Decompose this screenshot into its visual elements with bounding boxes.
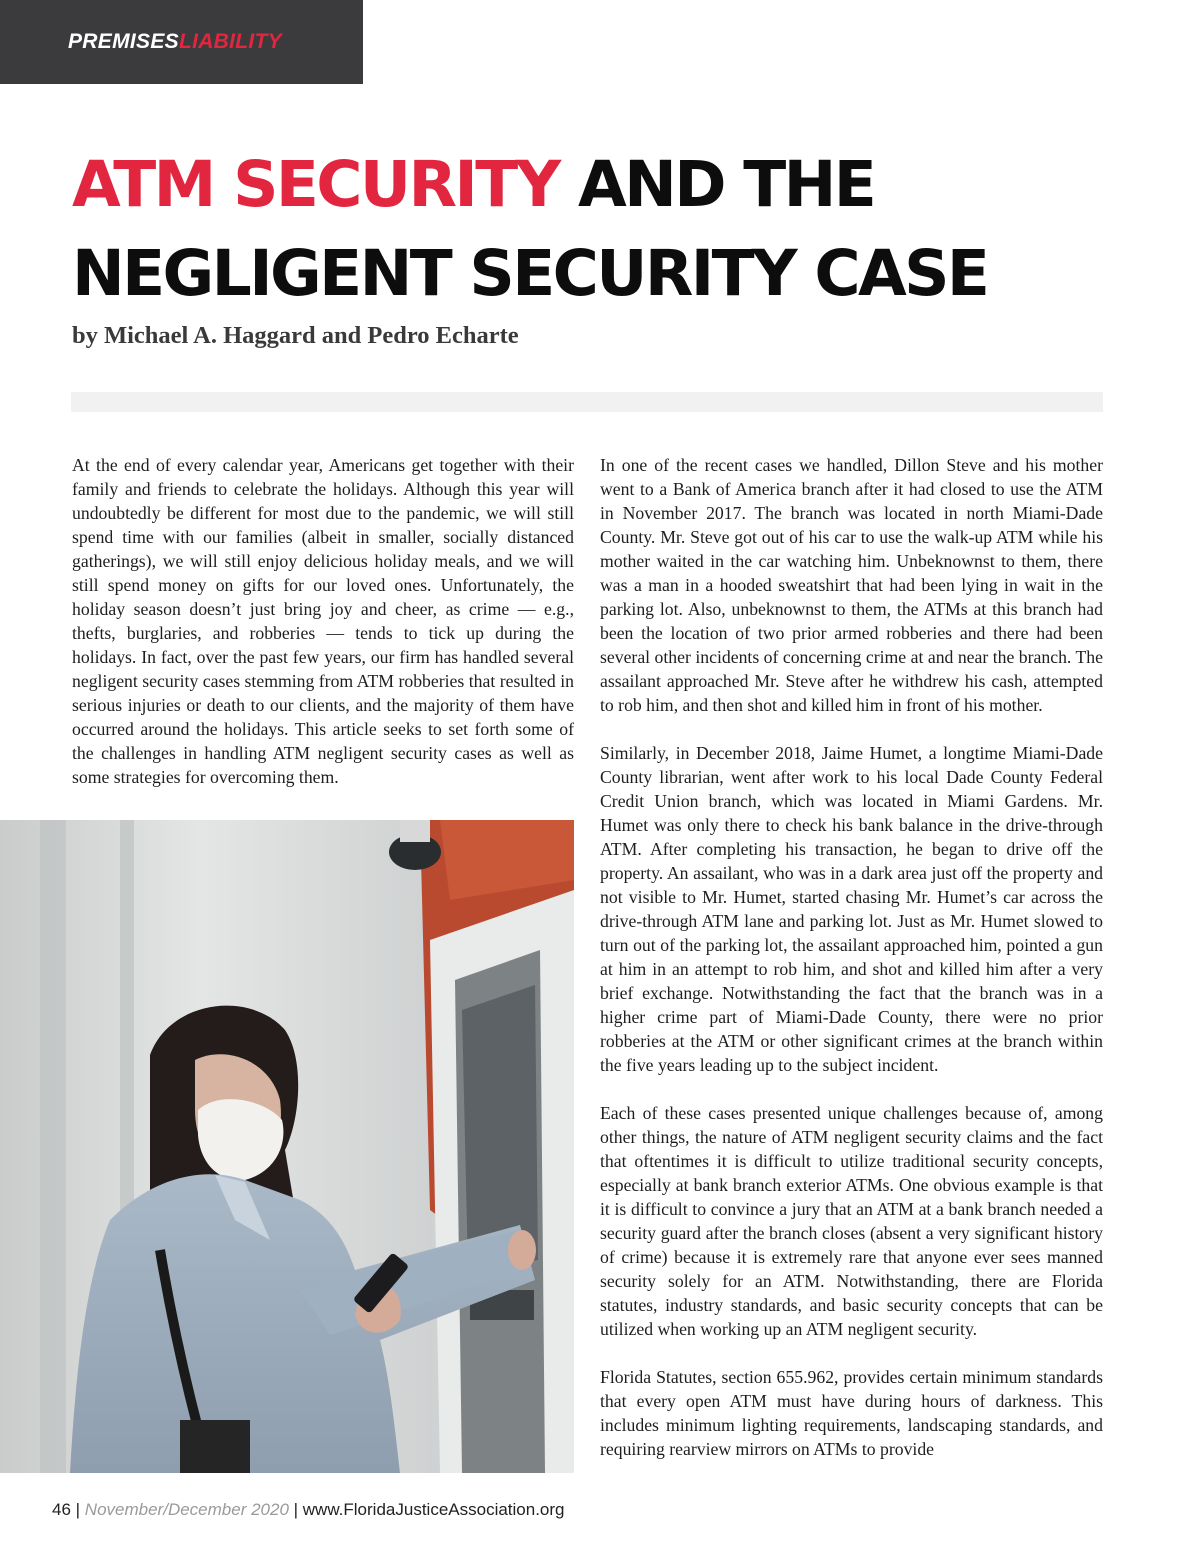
section-tab (0, 0, 363, 84)
title-highlight: ATM SECURITY (72, 148, 559, 221)
footer-separator: | (288, 1500, 303, 1519)
section-word-liability: LIABILITY (178, 30, 282, 53)
issue-date: November/December 2020 (84, 1500, 289, 1519)
section-label (68, 30, 282, 54)
atm-photo (0, 820, 574, 1473)
divider-bar (71, 392, 1103, 412)
page-number: 46 (52, 1500, 71, 1519)
body-column-right (600, 453, 1103, 1485)
section-word-premises: PREMISES (68, 30, 179, 53)
body-column-left (72, 453, 574, 813)
page-footer (52, 1500, 565, 1520)
title-rest: AND THE (577, 148, 875, 221)
paragraph: At the end of every calendar year, Americans get together with their family and friends to celebrate the holidays. Although this year will undoubtedly be different for most due to the pandemic, we will still spend time with our families (albeit in smaller, socially distanced gatherings), we will still enjoy delicious holiday meals, and we will still spend money on gifts for our loved ones. Unfortunately, the holiday season doesn’t just bring joy and cheer, as crime — e.g., thefts, burglaries, and robberies — tends to tick up during the holidays. In fact, over the past few years, our firm has handled several negligent security cases stemming from ATM robberies that resulted in serious injuries or death to our clients, and the majority of them have occurred around the holidays. This article seeks to set forth some of the challenges in handling ATM negligent security cases as well as some strategies for overcoming them. (72, 455, 574, 787)
photo-illustration (0, 820, 574, 1473)
paragraph: In one of the recent cases we handled, Dillon Steve and his mother went to a Bank of America branch after it had closed to use the ATM in November 2017. The branch was located in north Miami-Dade County. Mr. Steve got out of his car to use the walk-up ATM while his mother waited in the car watching him. Unbeknownst to them, there was a man in a hooded sweatshirt that had been lying in wait in the parking lot. Also, unbeknownst to them, the ATMs at this branch had been the location of two prior armed robberies and there had been several other incidents of concerning crime at and near the branch. The assailant approached Mr. Steve after he withdrew his cash, attempted to rob him, and then shot and killed him in front of his mother. (600, 455, 1103, 715)
title-line-2: NEGLIGENT SECURITY CASE (72, 237, 988, 310)
footer-separator: | (70, 1500, 85, 1519)
article-title (72, 140, 1132, 318)
paragraph: Florida Statutes, section 655.962, provides certain minimum standards that every open ATM must have during hours of darkness. This includes minimum lighting requirements, landscaping standards, and requiring rearview mirrors on ATMs to provide (600, 1367, 1103, 1459)
byline: by Michael A. Haggard and Pedro Echarte (72, 322, 519, 349)
paragraph: Each of these cases presented unique challenges because of, among other things, the nature of ATM negligent security claims and the fact that oftentimes it is difficult to utilize traditional security concepts, especially at bank branch exterior ATMs. One obvious example is that it is difficult to convince a jury that an ATM at a bank branch needed a security guard after the branch closes (absent a very significant history of crime) because it is extremely rare that anyone ever sees manned security solely for an ATM. Notwithstanding, there are Florida statutes, industry standards, and basic security concepts that can be utilized when working up an ATM negligent security. (600, 1103, 1103, 1339)
website-link[interactable]: www.FloridaJusticeAssociation.org (302, 1500, 565, 1519)
paragraph: Similarly, in December 2018, Jaime Humet, a longtime Miami-Dade County librarian, went after work to his local Dade County Federal Credit Union branch, which was located in Miami Gardens. Mr. Humet was only there to check his bank balance in the drive-through ATM. After completing his transaction, he began to drive off the property. An assailant, who was in a dark area just off the property and not visible to Mr. Humet, started chasing Mr. Humet’s car across the drive-through ATM lane and parking lot. Just as Mr. Humet slowed to turn out of the parking lot, the assailant approached him, pointed a gun at him in an attempt to rob him, and shot and killed him after a very brief exchange. Notwithstanding the fact that the branch was in a higher crime part of Miami-Dade County, there were no prior robberies at the ATM or other significant crimes at the branch within the five years leading up to the subject incident. (600, 743, 1103, 1075)
